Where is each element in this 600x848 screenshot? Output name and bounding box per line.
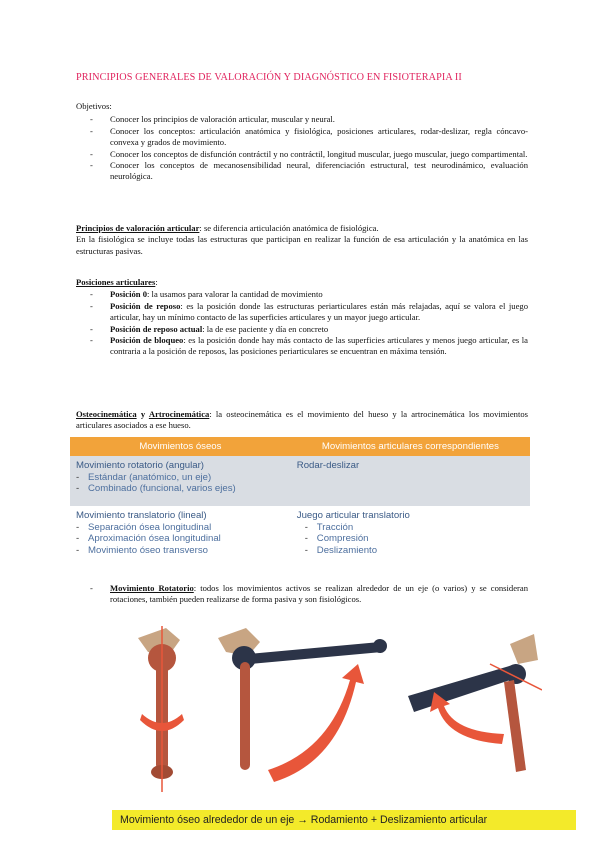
cell-title: Movimiento translatorio (lineal) bbox=[76, 510, 207, 521]
position-text: : es la posición donde las estructuras periarticulares están más relajadas, aquí se valora el juego articular, hay un mínimo contacto de las superficies articulares y un mayor juego articular. bbox=[110, 300, 529, 323]
list-item: - Conocer los conceptos: articulación anatómica y fisiológica, posiciones articulares, rodar-deslizar, regla cóncavo-convexa y grados de movimiento. bbox=[76, 126, 528, 149]
position-text: : es la posición donde hay más contacto de las superficies articulares y menos juego articular, es la contraria a la posición de reposos, las posiciones periarticulares se encuentran en máxima tensión. bbox=[110, 335, 528, 357]
humerus-raised bbox=[248, 642, 382, 664]
rotatory-section bbox=[76, 583, 528, 606]
list-item bbox=[76, 301, 528, 324]
list-item: - Conocer los conceptos de disfunción contráctil y no contráctil, longitud muscular, juego muscular, juego compartimental. bbox=[76, 149, 528, 160]
objectives-list bbox=[76, 114, 528, 182]
principles-line bbox=[76, 223, 528, 234]
cell-title: Movimiento rotatorio (angular) bbox=[76, 460, 204, 471]
rotatory-term: Movimiento Rotatorio bbox=[110, 583, 194, 593]
position-text: : la usamos para valorar la cantidad de movimiento bbox=[147, 289, 323, 300]
table-row bbox=[70, 456, 530, 506]
principles-paragraph: En la fisiológica se incluye todas las estructuras que participan en realizar la función de esa articulación y la anatómica en las estructuras pasivas. bbox=[76, 234, 528, 256]
position-term: Posición de bloqueo bbox=[110, 335, 184, 346]
principles-text: : se diferencia articulación anatómica de fisiológica. bbox=[199, 223, 379, 233]
table-row bbox=[70, 506, 530, 564]
scapula-shape bbox=[510, 634, 538, 664]
bone-movement-illustration bbox=[118, 620, 542, 800]
rotatory-text: : todos los movimientos activos se realizan alrededor de un eje (o varios) y se consideran rotaciones, también pueden realizarse de forma pasiva y son fisiológicos. bbox=[110, 583, 528, 605]
cell-item: - Deslizamiento bbox=[305, 545, 526, 557]
humerus-distal bbox=[373, 639, 387, 653]
osteokinematics-section bbox=[76, 409, 528, 432]
cell-item: - Combinado (funcional, varios ejes) bbox=[76, 483, 287, 495]
list-item bbox=[76, 335, 528, 358]
positions-section bbox=[76, 277, 528, 358]
list-item bbox=[76, 324, 528, 335]
cell-item: - Estándar (anatómico, un eje) bbox=[76, 472, 287, 484]
arthro-term: Artrocinemática bbox=[148, 409, 210, 419]
cell-title: Juego articular translatorio bbox=[296, 510, 410, 521]
position-term: Posición de reposo bbox=[110, 300, 181, 311]
objectives-heading: Objetivos: bbox=[76, 101, 112, 111]
gliding-arrow bbox=[430, 692, 504, 744]
abduction-figure bbox=[218, 628, 387, 782]
positions-list bbox=[76, 289, 528, 357]
list-item: - Conocer los conceptos de mecanosensibilidad neural, diferenciación estructural, test neurodinámico, evaluación neurológica. bbox=[76, 160, 528, 183]
position-term: Posición 0 bbox=[110, 289, 148, 300]
humerus-down bbox=[240, 662, 250, 770]
abduction-arrow bbox=[268, 664, 364, 782]
cell-item: - Tracción bbox=[305, 522, 526, 534]
osteo-term: Osteocinemática bbox=[76, 409, 137, 419]
cell-item: - Aproximación ósea longitudinal bbox=[76, 533, 287, 545]
movements-table bbox=[70, 437, 530, 564]
table-header: Movimientos óseos bbox=[70, 437, 291, 456]
table-cell bbox=[70, 456, 291, 506]
figure-caption: Movimiento óseo alrededor de un eje → Rodamiento + Deslizamiento articular bbox=[112, 810, 576, 830]
principles-section bbox=[76, 223, 528, 257]
osteo-text: : la osteocinemática es el movimiento del hueso y la artrocinemática los movimientos articulares asociados a ese hueso. bbox=[76, 409, 528, 431]
rotatory-list bbox=[76, 583, 528, 606]
positions-heading: Posiciones articulares bbox=[76, 277, 156, 287]
table-cell bbox=[70, 506, 291, 564]
table-cell bbox=[291, 506, 530, 564]
position-term: Posición de reposo actual bbox=[110, 323, 203, 334]
rotation-figure bbox=[138, 626, 184, 792]
joint-figure bbox=[408, 634, 542, 772]
list-item bbox=[76, 289, 528, 300]
cell-item: - Separación ósea longitudinal bbox=[76, 522, 287, 534]
list-item: - Conocer los principios de valoración articular, muscular y neural. bbox=[76, 114, 528, 125]
principles-term: Principios de valoración articular bbox=[76, 223, 200, 233]
cell-item: - Movimiento óseo transverso bbox=[76, 545, 287, 557]
table-header: Movimientos articulares correspondientes bbox=[291, 437, 530, 456]
positions-heading-suffix: : bbox=[155, 277, 158, 287]
cell-title: Rodar-deslizar bbox=[296, 460, 360, 471]
page-title: PRINCIPIOS GENERALES DE VALORACIÓN Y DIAGNÓSTICO EN FISIOTERAPIA II bbox=[76, 72, 462, 83]
positions-heading-line bbox=[76, 277, 528, 288]
position-text: : la de ese paciente y día en concreto bbox=[202, 323, 329, 334]
osteo-joiner: y bbox=[136, 409, 149, 419]
table-cell bbox=[291, 456, 530, 506]
cell-item: - Compresión bbox=[305, 533, 526, 545]
humerus-down bbox=[504, 680, 526, 772]
list-item bbox=[76, 583, 528, 606]
objectives-section bbox=[76, 101, 528, 183]
